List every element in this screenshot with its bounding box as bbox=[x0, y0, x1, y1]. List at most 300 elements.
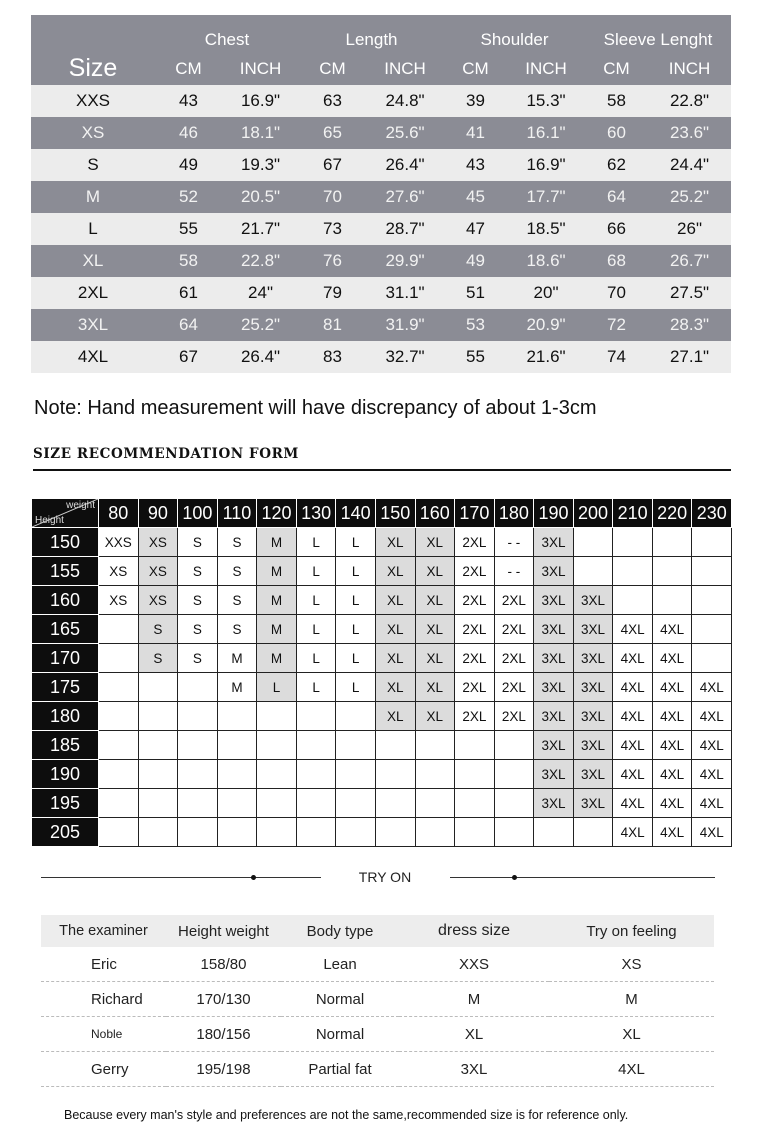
measurement-value: 27.6" bbox=[366, 181, 444, 213]
recommended-size-cell: M bbox=[257, 586, 297, 615]
weight-header: 80 bbox=[99, 499, 139, 528]
examiner-name: Richard bbox=[41, 982, 166, 1017]
recommended-size-cell: XL bbox=[375, 528, 415, 557]
try-on-title: TRY ON bbox=[358, 869, 412, 885]
try-on-left-dot bbox=[251, 875, 256, 880]
measurement-value: 63 bbox=[299, 85, 366, 117]
measurement-value: 70 bbox=[299, 181, 366, 213]
recommended-size-cell bbox=[573, 818, 613, 847]
recommended-size-cell: 2XL bbox=[455, 673, 495, 702]
measurement-value: 52 bbox=[155, 181, 222, 213]
measurement-value: 83 bbox=[299, 341, 366, 373]
recommended-size-cell bbox=[455, 789, 495, 818]
recommended-size-cell: 4XL bbox=[613, 818, 653, 847]
recommended-size-cell: 4XL bbox=[652, 644, 692, 673]
recommended-size-cell bbox=[217, 731, 257, 760]
unit-header: CM bbox=[585, 52, 648, 85]
recommended-size-cell bbox=[415, 818, 455, 847]
recommended-size-cell: 3XL bbox=[573, 789, 613, 818]
unit-header: INCH bbox=[648, 52, 731, 85]
height-row bbox=[32, 644, 732, 673]
recommended-size-cell: 2XL bbox=[494, 673, 534, 702]
recommended-size-cell bbox=[217, 760, 257, 789]
recommended-size-cell: 4XL bbox=[692, 789, 732, 818]
size-row bbox=[31, 213, 731, 245]
height-header: 150 bbox=[32, 528, 99, 557]
measurement-value: 65 bbox=[299, 117, 366, 149]
recommended-size-cell: XL bbox=[375, 586, 415, 615]
weight-header: 100 bbox=[178, 499, 218, 528]
measurement-value: 28.3" bbox=[648, 309, 731, 341]
measurement-value: 25.6" bbox=[366, 117, 444, 149]
size-row bbox=[31, 149, 731, 181]
recommended-size-cell: 4XL bbox=[692, 731, 732, 760]
height-header: 165 bbox=[32, 615, 99, 644]
recommended-size-cell bbox=[257, 760, 297, 789]
recommended-size-cell: 4XL bbox=[652, 818, 692, 847]
recommended-size-cell: XL bbox=[375, 673, 415, 702]
measurement-value: 39 bbox=[444, 85, 507, 117]
recommended-size-cell: 2XL bbox=[455, 557, 495, 586]
size-label: 2XL bbox=[31, 277, 155, 309]
recommended-size-cell: XL bbox=[415, 528, 455, 557]
unit-header: CM bbox=[155, 52, 222, 85]
recommended-size-cell bbox=[99, 760, 139, 789]
recommended-size-cell: 4XL bbox=[613, 731, 653, 760]
header-dress-size: dress size bbox=[399, 915, 549, 947]
recommended-size-cell: XS bbox=[138, 528, 178, 557]
try-on-table bbox=[41, 915, 714, 1087]
recommended-size-cell: XL bbox=[375, 557, 415, 586]
recommended-size-cell: XS bbox=[99, 586, 139, 615]
body-type-value: Normal bbox=[281, 982, 399, 1017]
height-row bbox=[32, 789, 732, 818]
size-label: XXS bbox=[31, 85, 155, 117]
recommended-size-cell: XS bbox=[138, 586, 178, 615]
measurement-value: 19.3" bbox=[222, 149, 299, 181]
measurement-value: 18.6" bbox=[507, 245, 585, 277]
sleeve-length-header: Sleeve Lenght bbox=[585, 15, 731, 52]
recommended-size-cell: 4XL bbox=[692, 702, 732, 731]
height-header: 190 bbox=[32, 760, 99, 789]
recommended-size-cell bbox=[613, 557, 653, 586]
measurement-value: 25.2" bbox=[222, 309, 299, 341]
height-row bbox=[32, 673, 732, 702]
weight-header: 210 bbox=[613, 499, 653, 528]
height-row bbox=[32, 702, 732, 731]
unit-header: CM bbox=[444, 52, 507, 85]
recommended-size-cell: 2XL bbox=[494, 615, 534, 644]
recommended-size-cell: 3XL bbox=[534, 760, 574, 789]
recommended-size-cell: 4XL bbox=[613, 644, 653, 673]
recommended-size-cell bbox=[692, 528, 732, 557]
measurement-value: 18.5" bbox=[507, 213, 585, 245]
recommended-size-cell bbox=[99, 818, 139, 847]
recommended-size-cell: 3XL bbox=[573, 702, 613, 731]
measurement-value: 31.1" bbox=[366, 277, 444, 309]
recommended-size-cell bbox=[692, 557, 732, 586]
size-label: XS bbox=[31, 117, 155, 149]
size-label: L bbox=[31, 213, 155, 245]
body-type-value: Lean bbox=[281, 947, 399, 982]
weight-header: 200 bbox=[573, 499, 613, 528]
try-on-row bbox=[41, 982, 714, 1017]
recommended-size-cell bbox=[296, 789, 336, 818]
recommended-size-cell: - - bbox=[494, 557, 534, 586]
recommended-size-cell bbox=[494, 789, 534, 818]
recommended-size-cell: 3XL bbox=[534, 731, 574, 760]
recommended-size-cell: 2XL bbox=[494, 586, 534, 615]
try-on-row bbox=[41, 1017, 714, 1052]
recommended-size-cell bbox=[99, 615, 139, 644]
recommended-size-cell bbox=[217, 818, 257, 847]
measurement-value: 53 bbox=[444, 309, 507, 341]
recommended-size-cell: XL bbox=[415, 586, 455, 615]
recommended-size-cell: L bbox=[257, 673, 297, 702]
measurement-value: 79 bbox=[299, 277, 366, 309]
size-row bbox=[31, 245, 731, 277]
weight-header: 150 bbox=[375, 499, 415, 528]
recommended-size-cell: 4XL bbox=[652, 615, 692, 644]
recommended-size-cell: L bbox=[296, 557, 336, 586]
recommended-size-cell: 2XL bbox=[455, 615, 495, 644]
recommended-size-cell bbox=[178, 760, 218, 789]
recommended-size-cell: 4XL bbox=[613, 615, 653, 644]
recommended-size-cell bbox=[178, 731, 218, 760]
size-label: 4XL bbox=[31, 341, 155, 373]
recommended-size-cell bbox=[375, 760, 415, 789]
measurement-value: 26" bbox=[648, 213, 731, 245]
recommended-size-cell: 3XL bbox=[534, 673, 574, 702]
weight-header: 110 bbox=[217, 499, 257, 528]
recommended-size-cell bbox=[415, 731, 455, 760]
recommended-size-cell: 4XL bbox=[613, 673, 653, 702]
unit-header: INCH bbox=[507, 52, 585, 85]
recommended-size-cell bbox=[375, 731, 415, 760]
measurement-value: 20.5" bbox=[222, 181, 299, 213]
size-row bbox=[31, 181, 731, 213]
recommended-size-cell: S bbox=[178, 615, 218, 644]
disclaimer-text: Because every man's style and preferences are not the same,recommended size is for reference only. bbox=[64, 1108, 629, 1122]
recommended-size-cell: XS bbox=[99, 557, 139, 586]
recommended-size-cell bbox=[257, 789, 297, 818]
recommended-size-cell bbox=[138, 789, 178, 818]
recommended-size-cell bbox=[336, 789, 376, 818]
recommended-size-cell bbox=[692, 615, 732, 644]
recommended-size-cell bbox=[336, 818, 376, 847]
measurement-value: 49 bbox=[155, 149, 222, 181]
recommended-size-cell: L bbox=[296, 673, 336, 702]
recommended-size-cell: L bbox=[336, 673, 376, 702]
recommended-size-cell: 3XL bbox=[534, 586, 574, 615]
recommended-size-cell bbox=[415, 760, 455, 789]
recommended-size-cell bbox=[336, 702, 376, 731]
recommended-size-cell bbox=[138, 673, 178, 702]
recommended-size-cell: L bbox=[296, 528, 336, 557]
recommended-size-cell: 4XL bbox=[652, 702, 692, 731]
measurement-value: 72 bbox=[585, 309, 648, 341]
measurement-value: 81 bbox=[299, 309, 366, 341]
recommended-size-cell: 2XL bbox=[494, 702, 534, 731]
recommended-size-cell: S bbox=[138, 644, 178, 673]
measurement-value: 67 bbox=[299, 149, 366, 181]
weight-header: 90 bbox=[138, 499, 178, 528]
height-header: 180 bbox=[32, 702, 99, 731]
recommended-size-cell: 2XL bbox=[455, 528, 495, 557]
recommended-size-cell bbox=[138, 702, 178, 731]
recommended-size-cell bbox=[296, 818, 336, 847]
measurement-value: 73 bbox=[299, 213, 366, 245]
try-on-right-rule bbox=[450, 877, 715, 878]
title-divider bbox=[33, 469, 731, 471]
recommended-size-cell: S bbox=[178, 586, 218, 615]
size-row bbox=[31, 85, 731, 117]
measurement-value: 26.7" bbox=[648, 245, 731, 277]
try-on-row bbox=[41, 1052, 714, 1087]
recommended-size-cell: 3XL bbox=[534, 702, 574, 731]
size-row bbox=[31, 117, 731, 149]
recommended-size-cell bbox=[455, 731, 495, 760]
measurement-value: 23.6" bbox=[648, 117, 731, 149]
recommended-size-cell bbox=[652, 586, 692, 615]
recommended-size-cell: L bbox=[296, 615, 336, 644]
measurement-value: 61 bbox=[155, 277, 222, 309]
recommended-size-cell bbox=[375, 789, 415, 818]
recommended-size-cell: 3XL bbox=[534, 557, 574, 586]
unit-header: INCH bbox=[222, 52, 299, 85]
recommended-size-cell: XL bbox=[415, 644, 455, 673]
measurement-value: 67 bbox=[155, 341, 222, 373]
measurement-value: 15.3" bbox=[507, 85, 585, 117]
weight-axis-label: weight bbox=[66, 500, 95, 511]
recommended-size-cell bbox=[455, 818, 495, 847]
measurement-value: 64 bbox=[155, 309, 222, 341]
recommended-size-cell: M bbox=[257, 644, 297, 673]
measurement-value: 58 bbox=[155, 245, 222, 277]
body-type-value: Partial fat bbox=[281, 1052, 399, 1087]
recommended-size-cell: 3XL bbox=[573, 673, 613, 702]
height-row bbox=[32, 818, 732, 847]
weight-header: 120 bbox=[257, 499, 297, 528]
measurement-value: 22.8" bbox=[648, 85, 731, 117]
recommended-size-cell: M bbox=[217, 673, 257, 702]
recommended-size-cell bbox=[178, 789, 218, 818]
recommended-size-cell: S bbox=[217, 557, 257, 586]
chest-header: Chest bbox=[155, 15, 299, 52]
recommended-size-cell: S bbox=[217, 586, 257, 615]
recommended-size-cell bbox=[296, 760, 336, 789]
size-label: XL bbox=[31, 245, 155, 277]
recommended-size-cell bbox=[573, 557, 613, 586]
measurement-value: 22.8" bbox=[222, 245, 299, 277]
length-header: Length bbox=[299, 15, 444, 52]
recommended-size-cell: 4XL bbox=[613, 702, 653, 731]
recommended-size-cell bbox=[494, 760, 534, 789]
recommended-size-cell bbox=[99, 702, 139, 731]
recommended-size-cell: 2XL bbox=[455, 586, 495, 615]
recommended-size-cell: L bbox=[336, 557, 376, 586]
recommended-size-cell: 3XL bbox=[534, 615, 574, 644]
height-header: 160 bbox=[32, 586, 99, 615]
recommended-size-cell: L bbox=[336, 644, 376, 673]
recommended-size-cell bbox=[415, 789, 455, 818]
recommended-size-cell bbox=[494, 818, 534, 847]
recommended-size-cell: 2XL bbox=[455, 702, 495, 731]
recommended-size-cell: 4XL bbox=[692, 818, 732, 847]
shoulder-header: Shoulder bbox=[444, 15, 585, 52]
recommended-size-cell: 3XL bbox=[534, 528, 574, 557]
height-row bbox=[32, 615, 732, 644]
recommended-size-cell: 2XL bbox=[455, 644, 495, 673]
recommended-size-cell: S bbox=[217, 528, 257, 557]
recommended-size-cell bbox=[178, 702, 218, 731]
recommended-size-cell bbox=[494, 731, 534, 760]
measurement-value: 66 bbox=[585, 213, 648, 245]
measurement-value: 31.9" bbox=[366, 309, 444, 341]
measurement-value: 32.7" bbox=[366, 341, 444, 373]
try-on-left-rule bbox=[41, 877, 321, 878]
recommended-size-cell bbox=[652, 557, 692, 586]
recommended-size-cell: L bbox=[296, 586, 336, 615]
height-row bbox=[32, 586, 732, 615]
recommended-size-cell: S bbox=[178, 528, 218, 557]
recommended-size-cell: 3XL bbox=[534, 789, 574, 818]
recommended-size-cell bbox=[178, 818, 218, 847]
measurement-value: 26.4" bbox=[366, 149, 444, 181]
height-header: 170 bbox=[32, 644, 99, 673]
recommended-size-cell: L bbox=[296, 644, 336, 673]
recommended-size-cell bbox=[257, 818, 297, 847]
recommended-size-cell: 4XL bbox=[652, 731, 692, 760]
header-body-type: Body type bbox=[281, 915, 399, 947]
recommended-size-cell: 3XL bbox=[573, 760, 613, 789]
recommended-size-cell: 4XL bbox=[692, 760, 732, 789]
recommended-size-cell: XL bbox=[375, 644, 415, 673]
height-header: 185 bbox=[32, 731, 99, 760]
measurement-value: 21.7" bbox=[222, 213, 299, 245]
measurement-value: 55 bbox=[444, 341, 507, 373]
recommended-size-cell: M bbox=[257, 615, 297, 644]
weight-header: 160 bbox=[415, 499, 455, 528]
recommended-size-cell bbox=[257, 731, 297, 760]
header-examiner: The examiner bbox=[41, 915, 166, 947]
header-try-on-feeling: Try on feeling bbox=[549, 915, 714, 947]
recommended-size-cell bbox=[178, 673, 218, 702]
weight-header: 220 bbox=[652, 499, 692, 528]
recommended-size-cell bbox=[336, 760, 376, 789]
header-height-weight: Height weight bbox=[166, 915, 281, 947]
height-header: 155 bbox=[32, 557, 99, 586]
size-row bbox=[31, 341, 731, 373]
measurement-value: 16.1" bbox=[507, 117, 585, 149]
recommended-size-cell: S bbox=[178, 644, 218, 673]
height-row bbox=[32, 528, 732, 557]
recommended-size-cell: S bbox=[178, 557, 218, 586]
size-chart-table bbox=[31, 15, 731, 373]
recommendation-title: SIZE RECOMMENDATION FORM bbox=[33, 446, 299, 462]
recommended-size-cell: S bbox=[138, 615, 178, 644]
dress-size-value: 3XL bbox=[399, 1052, 549, 1087]
recommended-size-cell: XL bbox=[375, 615, 415, 644]
recommended-size-cell bbox=[336, 731, 376, 760]
measurement-value: 62 bbox=[585, 149, 648, 181]
weight-header: 170 bbox=[455, 499, 495, 528]
recommended-size-cell: S bbox=[217, 615, 257, 644]
recommended-size-cell bbox=[99, 789, 139, 818]
measurement-value: 20" bbox=[507, 277, 585, 309]
recommended-size-cell bbox=[455, 760, 495, 789]
recommended-size-cell bbox=[375, 818, 415, 847]
try-on-row bbox=[41, 947, 714, 982]
size-label: M bbox=[31, 181, 155, 213]
height-weight-value: 195/198 bbox=[166, 1052, 281, 1087]
measurement-value: 76 bbox=[299, 245, 366, 277]
measurement-value: 45 bbox=[444, 181, 507, 213]
recommended-size-cell: L bbox=[336, 615, 376, 644]
measurement-value: 16.9" bbox=[507, 149, 585, 181]
recommended-size-cell: 3XL bbox=[573, 586, 613, 615]
recommended-size-cell: 4XL bbox=[613, 760, 653, 789]
recommended-size-cell: XL bbox=[415, 673, 455, 702]
recommended-size-cell: 3XL bbox=[573, 731, 613, 760]
recommended-size-cell: 4XL bbox=[613, 789, 653, 818]
recommended-size-cell bbox=[652, 528, 692, 557]
measurement-value: 43 bbox=[444, 149, 507, 181]
height-weight-value: 158/80 bbox=[166, 947, 281, 982]
unit-header: INCH bbox=[366, 52, 444, 85]
recommended-size-cell bbox=[138, 731, 178, 760]
measurement-value: 27.5" bbox=[648, 277, 731, 309]
weight-header: 180 bbox=[494, 499, 534, 528]
measurement-value: 74 bbox=[585, 341, 648, 373]
try-on-right-dot bbox=[512, 875, 517, 880]
size-row bbox=[31, 277, 731, 309]
measurement-value: 26.4" bbox=[222, 341, 299, 373]
grid-corner-cell bbox=[32, 499, 99, 528]
measurement-value: 28.7" bbox=[366, 213, 444, 245]
height-row bbox=[32, 760, 732, 789]
try-on-feeling-value: 4XL bbox=[549, 1052, 714, 1087]
recommended-size-cell: - - bbox=[494, 528, 534, 557]
measurement-value: 41 bbox=[444, 117, 507, 149]
recommended-size-cell bbox=[99, 731, 139, 760]
height-weight-value: 180/156 bbox=[166, 1017, 281, 1052]
weight-header: 230 bbox=[692, 499, 732, 528]
recommended-size-cell: XS bbox=[138, 557, 178, 586]
recommended-size-cell: 4XL bbox=[692, 673, 732, 702]
try-on-feeling-value: M bbox=[549, 982, 714, 1017]
recommended-size-cell: 4XL bbox=[652, 760, 692, 789]
height-axis-label: Height bbox=[35, 515, 64, 526]
measurement-value: 46 bbox=[155, 117, 222, 149]
size-label: 3XL bbox=[31, 309, 155, 341]
examiner-name: Eric bbox=[41, 947, 166, 982]
height-header: 205 bbox=[32, 818, 99, 847]
recommended-size-cell: XL bbox=[415, 557, 455, 586]
recommended-size-cell: L bbox=[336, 586, 376, 615]
examiner-name: Gerry bbox=[41, 1052, 166, 1087]
measurement-value: 68 bbox=[585, 245, 648, 277]
measurement-value: 55 bbox=[155, 213, 222, 245]
measurement-note: Note: Hand measurement will have discrepancy of about 1-3cm bbox=[34, 397, 597, 419]
recommended-size-cell bbox=[99, 644, 139, 673]
measurement-value: 16.9" bbox=[222, 85, 299, 117]
measurement-value: 70 bbox=[585, 277, 648, 309]
measurement-value: 24" bbox=[222, 277, 299, 309]
height-header: 175 bbox=[32, 673, 99, 702]
recommended-size-cell: XL bbox=[375, 702, 415, 731]
recommended-size-cell: L bbox=[336, 528, 376, 557]
